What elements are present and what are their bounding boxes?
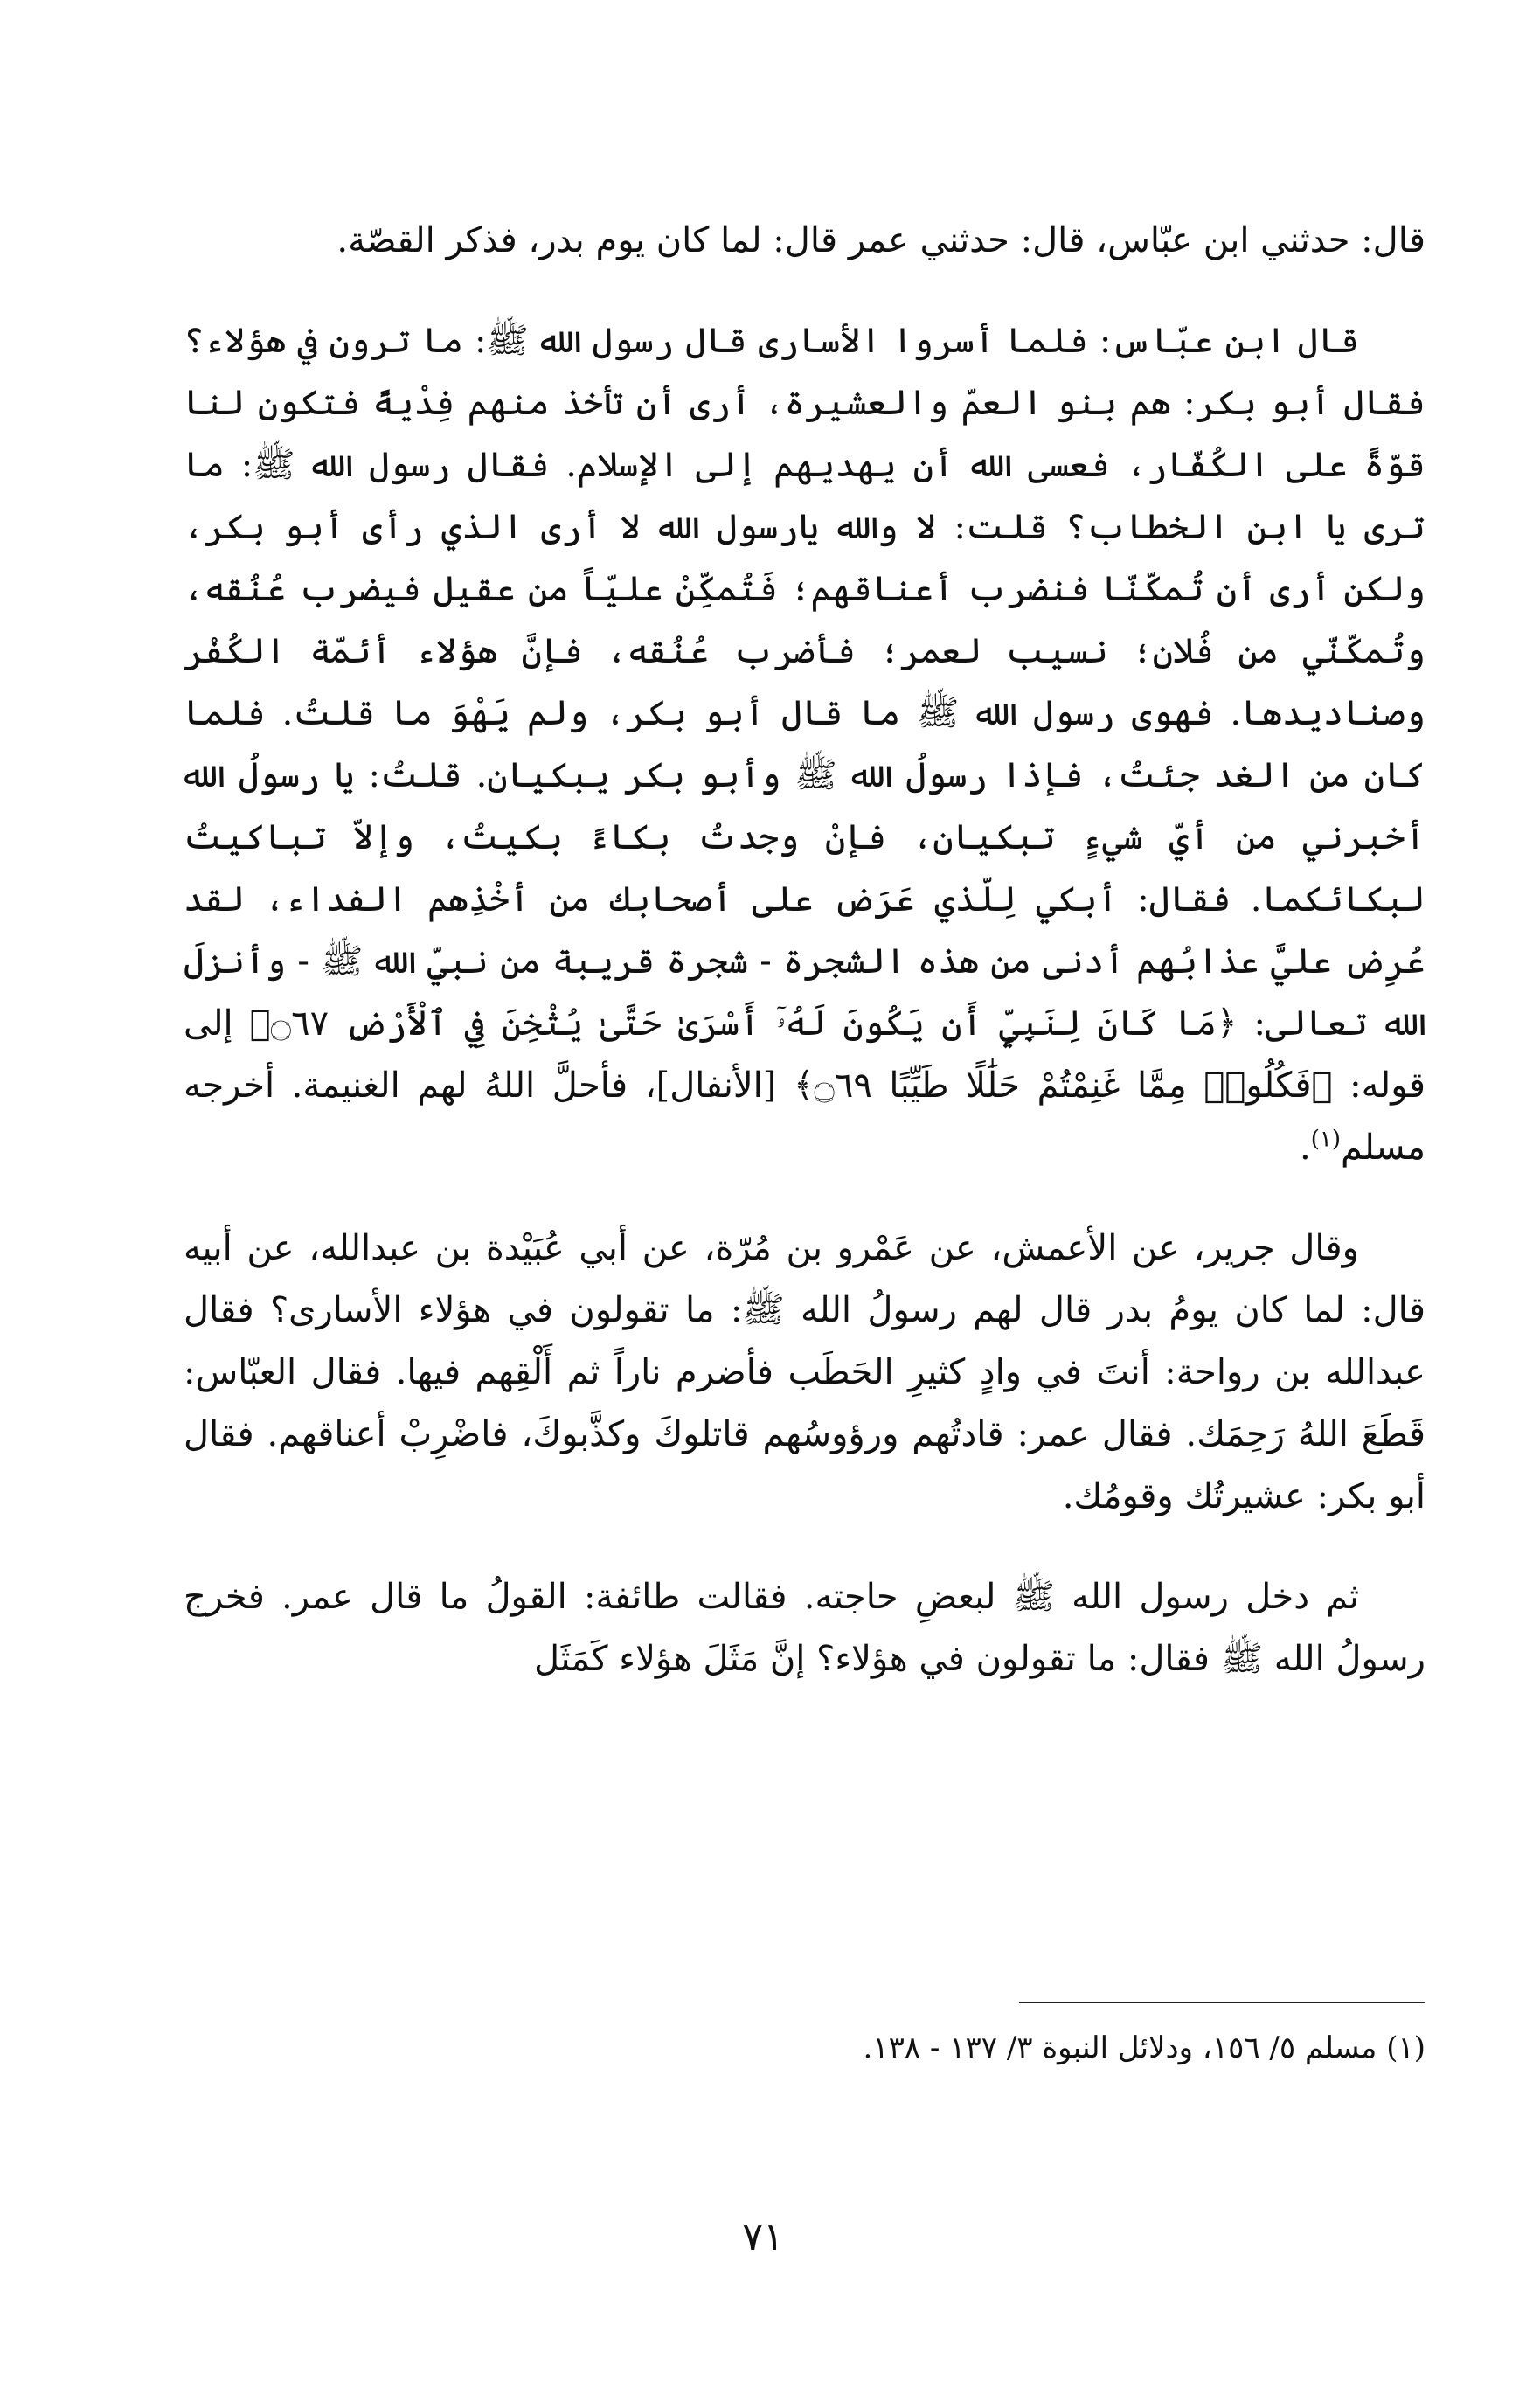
paragraph-4 xyxy=(184,1566,1425,1690)
footnote xyxy=(184,2026,1425,2070)
paragraph-3 xyxy=(184,1218,1425,1528)
paragraph-2 xyxy=(184,310,1425,1179)
paragraph-2-tail: . xyxy=(1300,1128,1311,1168)
footnote-reference: (١) xyxy=(1310,1126,1342,1153)
page-number: ٧١ xyxy=(742,2215,784,2259)
footnote-divider xyxy=(1019,2002,1425,2003)
main-text xyxy=(184,210,1425,1690)
paragraph-3-text: وقال جرير، عن الأعمش، عن عَمْرو بن مُرّة، عن أبي عُبَيْدة بن عبدالله، عن أبيه قال: لما كان يومُ بدر قال لهم رسولُ الله ﷺ: ما تقولون في هؤلاء الأسارى؟ فقال عبدالله بن رواحة: أنتَ في وادٍ كثيرِ الحَطَب فأضرم ناراً ثم أَلْقِهم فيها. فقال العبّاس: قَطَعَ اللهُ رَحِمَك. فقال عمر: قادتُهم ورؤوسُهم قاتلوكَ وكذَّبوكَ، فاضْرِبْ أعناقهم. فقال أبو بكر: عشيرتُك وقومُك. xyxy=(184,1228,1425,1516)
paragraph-4-text: ثم دخل رسول الله ﷺ لبعضِ حاجته. فقالت طائفة: القولُ ما قال عمر. فخرج رسولُ الله ﷺ فقال: ما تقولون في هؤلاء؟ إنَّ مَثَلَ هؤلاء كَمَثَل xyxy=(184,1577,1425,1679)
footnote-text: (١) مسلم ٥/ ١٥٦، ودلائل النبوة ٣/ ١٣٧ - ١٣٨. xyxy=(863,2030,1425,2065)
paragraph-2-text: قال ابن عبّاس: فلما أسروا الأسارى قال رسول الله ﷺ: ما ترون في هؤلاء؟ فقال أبو بكر: هم بنو العمّ والعشيرة، أرى أن تأخذ منهم فِدْيةً فتكون لنا قوّةً على الكُفّار، فعسى الله أن يهديهم إلى الإسلام. فقال رسول الله ﷺ: ما ترى يا ابن الخطاب؟ قلت: لا والله يارسول الله لا أرى الذي رأى أبو بكر، ولكن أرى أن تُمكّنّا فنضرب أعناقهم؛ فَتُمكِّنْ عليّاً من عقيل فيضرب عُنُقه، وتُمكّنّي من فُلان؛ نسيب لعمر؛ فأضرب عُنُقه، فإنَّ هؤلاء أئمّة الكُفْر وصناديدها. فهوى رسول الله ﷺ ما قال أبو بكر، ولم يَهْوَ ما قلتُ. فلما كان من الغد جئتُ، فإذا رسولُ الله ﷺ وأبو بكر يبكيان. قلتُ: يا رسولُ الله أخبرني من أيِّ شيءٍ تبكيان، فإنْ وجدتُ بكاءً بكيتُ، وإلاّ تباكيتُ لبكائكما. فقال: أبكي لِلّذي عَرَض على أصحابك من أخْذِهم الفداء، لقد عُرِض عليَّ عذابُهم أدنى من هذه الشجرة - شجرة قريبة من نبيِّ الله ﷺ - وأنزلَ الله تعالى: ﴿مَا كَانَ لِنَبِيٍّ أَن يَكُونَ لَهُۥٓ أَسْرَىٰ حَتَّىٰ يُثْخِنَ فِي ٱلْأَرْضِ ۝٦٧﴾ إلى قوله: ﴿فَكُلُوا۟ مِمَّا غَنِمْتُمْ حَلَٰلًا طَيِّبًا ۝٦٩﴾ [الأنفال]، فأحلَّ اللهُ لهم الغنيمة. أخرجه مسلم xyxy=(184,321,1426,1168)
paragraph-1 xyxy=(184,210,1425,272)
paragraph-1-text: قال: حدثني ابن عبّاس، قال: حدثني عمر قال: لما كان يوم بدر، فذكر القصّة. xyxy=(336,220,1425,260)
